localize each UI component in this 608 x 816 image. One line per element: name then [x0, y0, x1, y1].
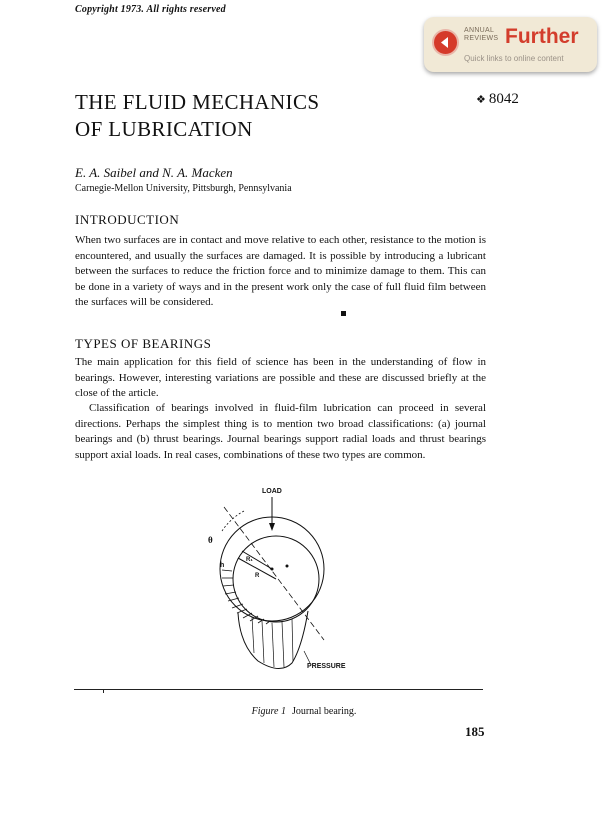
- load-arrow: [269, 497, 275, 531]
- article-code-number: 8042: [488, 91, 519, 107]
- pressure-distribution-curve: [238, 611, 308, 669]
- journal-bearing-diagram: [200, 485, 370, 680]
- paragraph-introduction: When two surfaces are in contact and move relative to each other, resistance to the motion is encountered, and usually the surfaces are damaged. It is possible by introducing a lubricant between the surfaces to reduce the friction force and to minimize damage to them. This can be done in a variety of ways and in the present work only the case of full fluid film between the surfaces will be considered.: [75, 234, 486, 308]
- shaft-center-dot: [286, 565, 289, 568]
- title-line-2: OF LUBRICATION: [75, 117, 253, 141]
- pressure-label: PRESSURE: [307, 663, 346, 670]
- section-heading-introduction: INTRODUCTION: [75, 212, 180, 227]
- badge-reviews-label: REVIEWS: [464, 35, 499, 42]
- badge-quick-links-label: Quick links to online content: [464, 54, 564, 63]
- footer-rule-tick: [103, 689, 104, 693]
- bearing-center-dot: [271, 568, 274, 571]
- r1-label: R₁: [246, 557, 253, 563]
- end-bullet-mark: [341, 311, 346, 316]
- theta-label: θ: [208, 535, 213, 545]
- film-gap-hatching: [222, 570, 270, 624]
- figure-caption: [0, 706, 608, 717]
- title-line-1: THE FLUID MECHANICS: [75, 90, 320, 114]
- figure-number: Figure 1: [251, 706, 286, 717]
- badge-further-label: Further: [505, 25, 579, 48]
- section-heading-types-of-bearings: TYPES OF BEARINGS: [75, 336, 212, 351]
- paragraph-types-2: Classification of bearings involved in fluid-film lubrication can proceed in several directions. Perhaps the simplest thing is to mention two broad classifications: (a) journal bearings and (b) thrust bearings. Journal bearings support radial loads and thrust bearings support axial loads. In real cases, combinations of these two types are common.: [75, 402, 486, 461]
- h-label: h: [220, 562, 225, 569]
- r-label: R: [255, 573, 260, 579]
- article-title: [75, 89, 319, 143]
- footer-rule: [74, 689, 483, 690]
- affiliation: Carnegie-Mellon University, Pittsburgh, Pennsylvania: [75, 183, 292, 194]
- badge-annual-label: ANNUAL: [464, 27, 495, 34]
- pressure-leader-line: [304, 651, 310, 663]
- copyright-notice: Copyright 1973. All rights reserved: [75, 4, 226, 15]
- page-number: 185: [465, 724, 485, 739]
- article-code: [476, 91, 519, 108]
- figure-caption-text: Journal bearing.: [291, 706, 357, 717]
- annual-reviews-further-badge[interactable]: [424, 17, 597, 72]
- load-label: LOAD: [262, 488, 282, 495]
- arrow-left-icon: [432, 29, 459, 56]
- paragraph-types-1: The main application for this field of science has been in the understanding of flow in bearings. However, interesting variations are possible and these are discussed briefly at the close of the article.: [75, 356, 486, 399]
- authors: E. A. Saibel and N. A. Macken: [75, 165, 233, 180]
- diamond-mark-icon: ❖: [476, 94, 486, 106]
